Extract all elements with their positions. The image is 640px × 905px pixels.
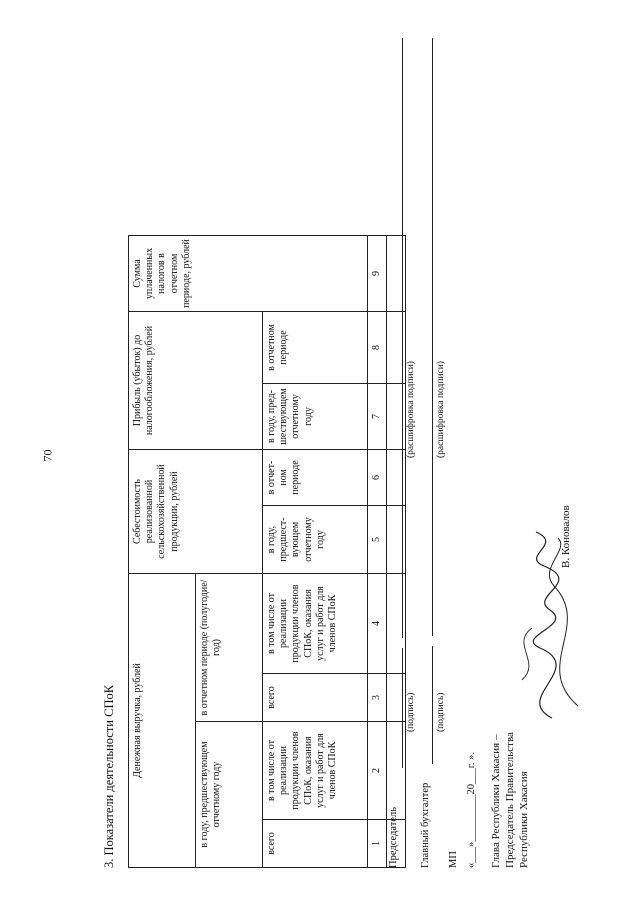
col-number: 4	[368, 574, 387, 674]
col-number: 5	[368, 506, 387, 574]
header-col-4: в том числе от реализации продукции членов СПоК, оказания услуг и работ для членов СПоК	[263, 574, 368, 674]
signatory-title-line-3: Республики Хакасия	[517, 771, 530, 868]
signatory-title-line-2: Председатель Правительства	[503, 732, 516, 868]
chairman-decoding-caption: (расшифровка подписи)	[406, 361, 416, 458]
header-col-8: в отчетном периоде	[263, 312, 368, 384]
header-taxes: Сумма уплаченных налогов в отчетном периоде, рублей	[129, 236, 368, 312]
col-number: 6	[368, 450, 387, 506]
accountant-signature-line[interactable]	[432, 646, 433, 764]
header-col-3: всего	[263, 674, 368, 722]
header-revenue: Денежная выручка, рублей	[129, 574, 196, 868]
col-number: 7	[368, 384, 387, 450]
signatory-title-line-1: Глава Республики Хакасия –	[490, 734, 502, 868]
header-revenue-prev-year: в году, предшествующем отчетному году	[196, 722, 263, 868]
header-col-5: в году, предшест-вующем отчетному году	[263, 506, 368, 574]
col-number: 9	[368, 236, 387, 312]
section-title: 3. Показатели деятельности СПоК	[102, 684, 116, 868]
col-number: 3	[368, 674, 387, 722]
header-col-6: в отчет-ном периоде	[263, 450, 368, 506]
chairman-signature-caption: (подпись)	[406, 692, 416, 732]
page-number: 70	[40, 449, 55, 462]
header-col-2: в том числе от реализации продукции членов СПоК, оказания услуг и работ для членов СПоК	[263, 722, 368, 820]
header-profit: Прибыль (убыток) до налогообложения, рублей	[129, 312, 263, 450]
chairman-label: Председатель	[388, 806, 399, 868]
header-revenue-current: в отчетном периоде (полугодие/ год)	[196, 574, 263, 722]
stamp-place-label: МП	[448, 851, 459, 868]
signatory-name: В. Коновалов	[560, 505, 572, 568]
col-number: 1	[368, 820, 387, 868]
column-number-row	[368, 236, 387, 868]
chief-accountant-label: Главный бухгалтер	[420, 782, 431, 868]
rotated-page-content	[40, 38, 600, 868]
header-col-7: в году, пред-шествующем отчетному году	[263, 384, 368, 450]
col-number: 8	[368, 312, 387, 384]
signatory-block	[490, 732, 531, 868]
chairman-decoding-line[interactable]	[402, 38, 403, 638]
handwritten-signature	[492, 528, 612, 728]
accountant-decoding-caption: (расшифровка подписи)	[436, 361, 446, 458]
header-cost: Себестоимость реализованной сельскохозяйственной продукции, рублей	[129, 450, 263, 574]
indicators-table	[128, 235, 406, 868]
col-number: 2	[368, 722, 387, 820]
accountant-signature-caption: (подпись)	[436, 692, 446, 732]
header-col-1: всего	[263, 820, 368, 868]
accountant-decoding-line[interactable]	[432, 38, 433, 636]
date-line[interactable]: «___»_________20___г. ».	[466, 752, 477, 868]
chairman-signature-line[interactable]	[402, 648, 403, 768]
